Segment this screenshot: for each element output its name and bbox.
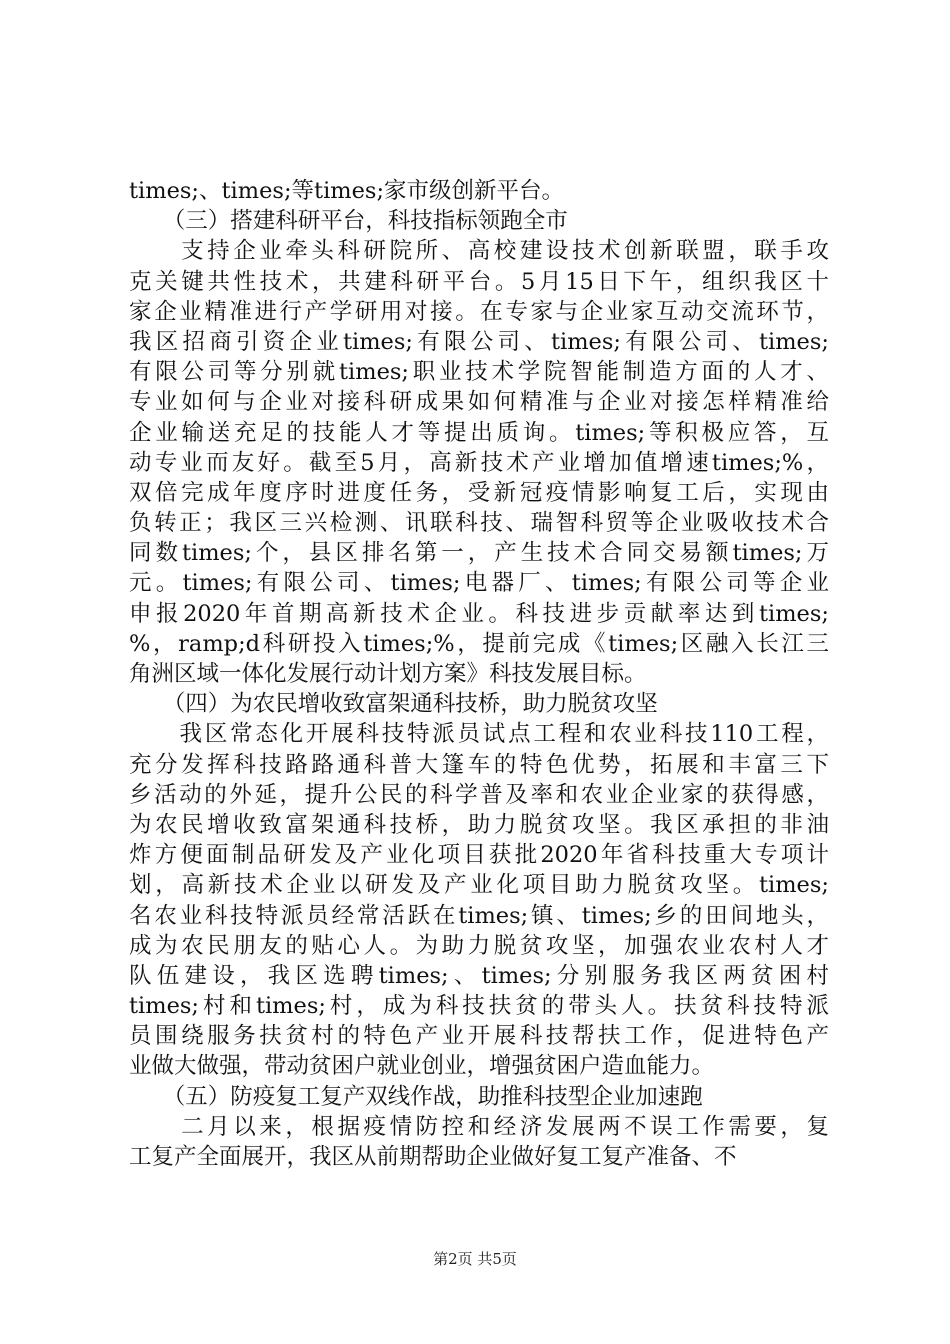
text-line: 我区常态化开展科技特派员试点工程和农业科技110工程，	[129, 721, 829, 748]
text-line: %，ramp;d科研投入times;%，提前完成《times;区融入长江三	[129, 630, 829, 657]
text-line: 二月以来，根据疫情防控和经济发展两不误工作需要，复	[129, 1113, 829, 1140]
text-line: times;、times;等times;家市级创新平台。	[129, 178, 565, 204]
text-line: 家企业精准进行产学研用对接。在专家与企业家互动交流环节，	[129, 298, 829, 325]
text-line: 支持企业牵头科研院所、高校建设技术创新联盟，联手攻	[129, 238, 829, 265]
text-line: 有限公司等分别就times;职业技术学院智能制造方面的人才、	[129, 359, 829, 386]
document-body	[129, 176, 829, 1172]
text-line: （四）为农民增收致富架通科技桥，助力脱贫攻坚	[129, 691, 658, 718]
text-line: （三）搭建科研平台，科技指标领跑全市	[129, 208, 568, 235]
text-line: 克关键共性技术，共建科研平台。5月15日下午，组织我区十	[129, 268, 829, 295]
text-line: 动专业而友好。截至5月，高新技术产业增加值增速times;%，	[129, 449, 829, 476]
text-line: 员围绕服务扶贫村的特色产业开展科技帮扶工作，促进特色产	[129, 1023, 829, 1050]
text-line: 角洲区域一体化发展行动计划方案》科技发展目标。	[129, 661, 647, 687]
text-line: 炸方便面制品研发及产业化项目获批2020年省科技重大专项计	[129, 842, 829, 869]
text-line: 工复产全面展开，我区从前期帮助企业做好复工复产准备、不	[129, 1144, 737, 1170]
text-line: 为农民增收致富架通科技桥，助力脱贫攻坚。我区承担的非油	[129, 811, 829, 838]
text-line: 申报2020年首期高新技术企业。科技进步贡献率达到times;	[129, 600, 829, 627]
text-line: 双倍完成年度序时进度任务，受新冠疫情影响复工后，实现由	[129, 479, 829, 506]
text-line: 名农业科技特派员经常活跃在times;镇、times;乡的田间地头，	[129, 902, 829, 929]
text-line: 专业如何与企业对接科研成果如何精准与企业对接怎样精准给	[129, 389, 829, 416]
text-line: 划，高新技术企业以研发及产业化项目助力脱贫攻坚。times;	[129, 872, 829, 899]
text-line: 充分发挥科技路路通科普大篷车的特色优势，拓展和丰富三下	[129, 751, 829, 778]
text-line: 元。times;有限公司、times;电器厂、times;有限公司等企业	[129, 570, 829, 597]
text-line: times;村和times;村，成为科技扶贫的带头人。扶贫科技特派	[129, 993, 829, 1020]
text-line: 乡活动的外延，提升公民的科学普及率和农业企业家的获得感，	[129, 781, 829, 808]
text-line: 我区招商引资企业times;有限公司、times;有限公司、times;	[129, 328, 829, 355]
text-line: 队伍建设，我区选聘times;、times;分别服务我区两贫困村	[129, 962, 829, 989]
text-line: 业做大做强，带动贫困户就业创业，增强贫困户造血能力。	[129, 1053, 715, 1080]
text-line: 企业输送充足的技能人才等提出质询。times;等积极应答，互	[129, 419, 829, 446]
text-line: 负转正；我区三兴检测、讯联科技、瑞智科贸等企业吸收技术合	[129, 510, 829, 537]
text-line: 同数times;个，县区排名第一，产生技术合同交易额times;万	[129, 540, 829, 567]
page-number: 第2页 共5页	[433, 1250, 517, 1268]
text-line: 成为农民朋友的贴心人。为助力脱贫攻坚，加强农业农村人才	[129, 932, 829, 959]
text-line: （五）防疫复工复产双线作战，助推科技型企业加速跑	[129, 1083, 703, 1110]
